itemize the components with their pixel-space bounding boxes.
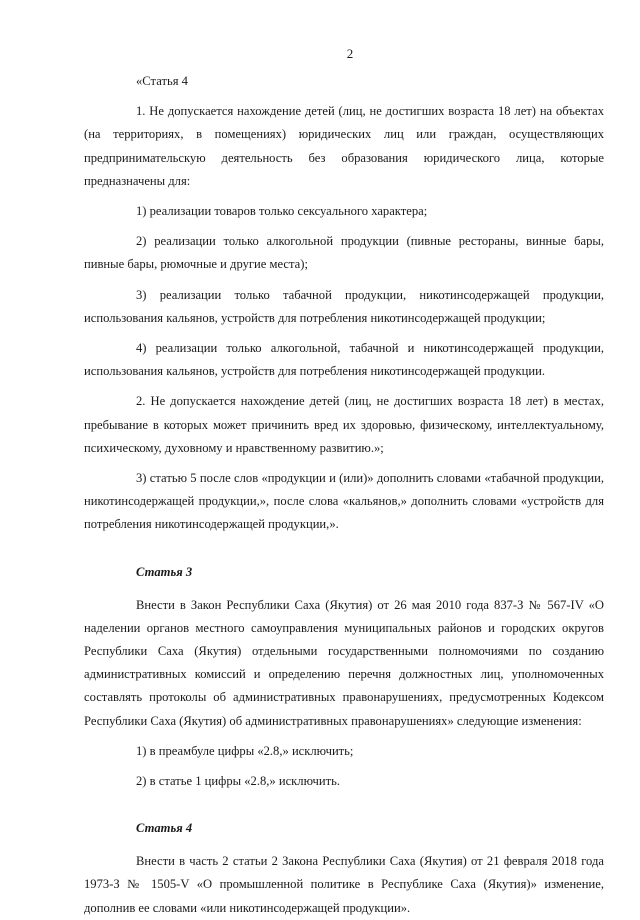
list-item: 1) в преамбуле цифры «2.8,» исключить; [136, 743, 354, 758]
paragraph: 2. Не допускается нахождение детей (лиц, не достигших возраста 18 лет) в местах, пребывание в которых может причинить вред их здоровью, физическому, интеллектуальному, психическому, духовному и нравственному развитию.»; [84, 394, 604, 455]
paragraph: Внести в часть 2 статьи 2 Закона Республики Саха (Якутия) от 21 февраля 2018 года 1973-З № 1505-V «О промышленной политике в Республике Саха (Якутия)» изменение, дополнив ее словами «или никотинсодержащей продукции». [84, 854, 604, 915]
article-intro: «Статья 4 [136, 74, 188, 88]
list-item: 2) реализации только алкогольной продукции (пивные рестораны, винные бары, пивные бары, рюмочные и другие места); [84, 234, 604, 272]
list-item: 4) реализации только алкогольной, табачной и никотинсодержащей продукции, использования кальянов, устройств для потребления никотинсодержащей продукции. [84, 341, 604, 379]
paragraph: 3) статью 5 после слов «продукции и (или)» дополнить словами «табачной продукции, никотинсодержащей продукции,», после слова «кальянов,» дополнить словами «устройств для потребления никотинсодержащей продукции,». [84, 471, 604, 532]
list-item: 1) реализации товаров только сексуального характера; [136, 204, 428, 219]
list-item: 3) реализации только табачной продукции, никотинсодержащей продукции, использования кальянов, устройств для потребления никотинсодержащей продукции; [84, 287, 604, 325]
paragraph: Внести в Закон Республики Саха (Якутия) от 26 мая 2010 года 837-З № 567-IV «О наделении органов местного самоуправления муниципальных районов и городских округов Республики Саха (Якутия) отдельными государственными полномочиями по созданию административных комиссий и определению перечня должностных лиц, уполномоченных составлять протоколы об административных правонарушениях, предусмотренных Кодексом Республики Саха (Якутия) об административных правонарушениях» следующие изменения: [84, 597, 604, 728]
paragraph: 1. Не допускается нахождение детей (лиц, не достигших возраста 18 лет) на объектах (на территориях, в помещениях) юридических лиц или граждан, осуществляющих предпринимательскую деятельность без образования юридического лица, которые предназначены для: [84, 104, 604, 188]
article-heading: Статья 3 [136, 564, 193, 579]
page-number: 2 [346, 46, 354, 61]
document-body [84, 70, 604, 920]
list-item: 2) в статье 1 цифры «2.8,» исключить. [136, 774, 340, 789]
article-heading: Статья 4 [136, 821, 193, 836]
